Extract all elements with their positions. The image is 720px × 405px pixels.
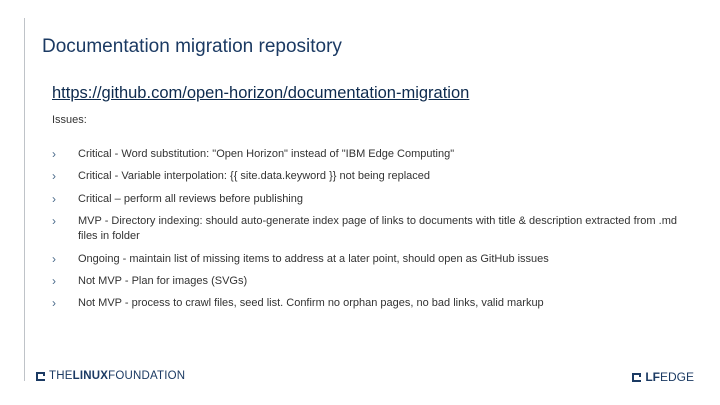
issue-item-2 [52,169,692,184]
logo-prefix: THE [49,370,73,382]
chevron-right-icon: › [52,296,56,311]
issue-text: Not MVP - process to crawl files, seed list. Confirm no orphan pages, no bad links, valid markup [78,297,544,310]
chevron-right-icon: › [52,147,56,161]
issue-text: Ongoing - maintain list of missing items to address at a later point, should open as GitHub issues [78,252,549,265]
lf-logo-strong: LF [645,370,660,384]
issue-text: MVP - Directory indexing: should auto-generate index page of links to documents with title & description extracted from .md files in folder [78,215,677,243]
issue-item-6 [52,274,692,289]
issue-item-1 [52,147,692,162]
repo-link[interactable]: https://github.com/open-horizon/documentation-migration [52,84,470,102]
chevron-right-icon: › [52,169,56,184]
lf-edge-logo [632,370,694,384]
bracket-logo-icon [36,372,45,381]
logo-suffix: FOUNDATION [108,370,186,382]
chevron-right-icon: › [52,214,56,229]
left-divider-rule [24,18,25,381]
issue-list [52,147,692,319]
chevron-right-icon: › [52,251,56,266]
issue-text: Not MVP - Plan for images (SVGs) [78,274,248,287]
bracket-logo-icon [632,373,641,382]
issue-text: Critical – perform all reviews before publishing [78,192,303,205]
linux-foundation-logo [36,370,185,382]
lf-logo-suffix: EDGE [659,370,694,384]
issues-label: Issues: [52,114,87,126]
issue-item-7 [52,296,692,311]
slide-title: Documentation migration repository [42,36,342,57]
issue-item-4 [52,214,692,244]
issue-text: Critical - Word substitution: "Open Horizon" instead of "IBM Edge Computing" [78,148,455,160]
issue-item-5 [52,252,692,267]
issue-item-3 [52,192,692,207]
chevron-right-icon: › [52,191,56,206]
chevron-right-icon: › [52,273,56,288]
issue-text: Critical - Variable interpolation: {{ site.data.keyword }} not being replaced [78,170,431,183]
logo-strong: LINUX [72,370,109,382]
